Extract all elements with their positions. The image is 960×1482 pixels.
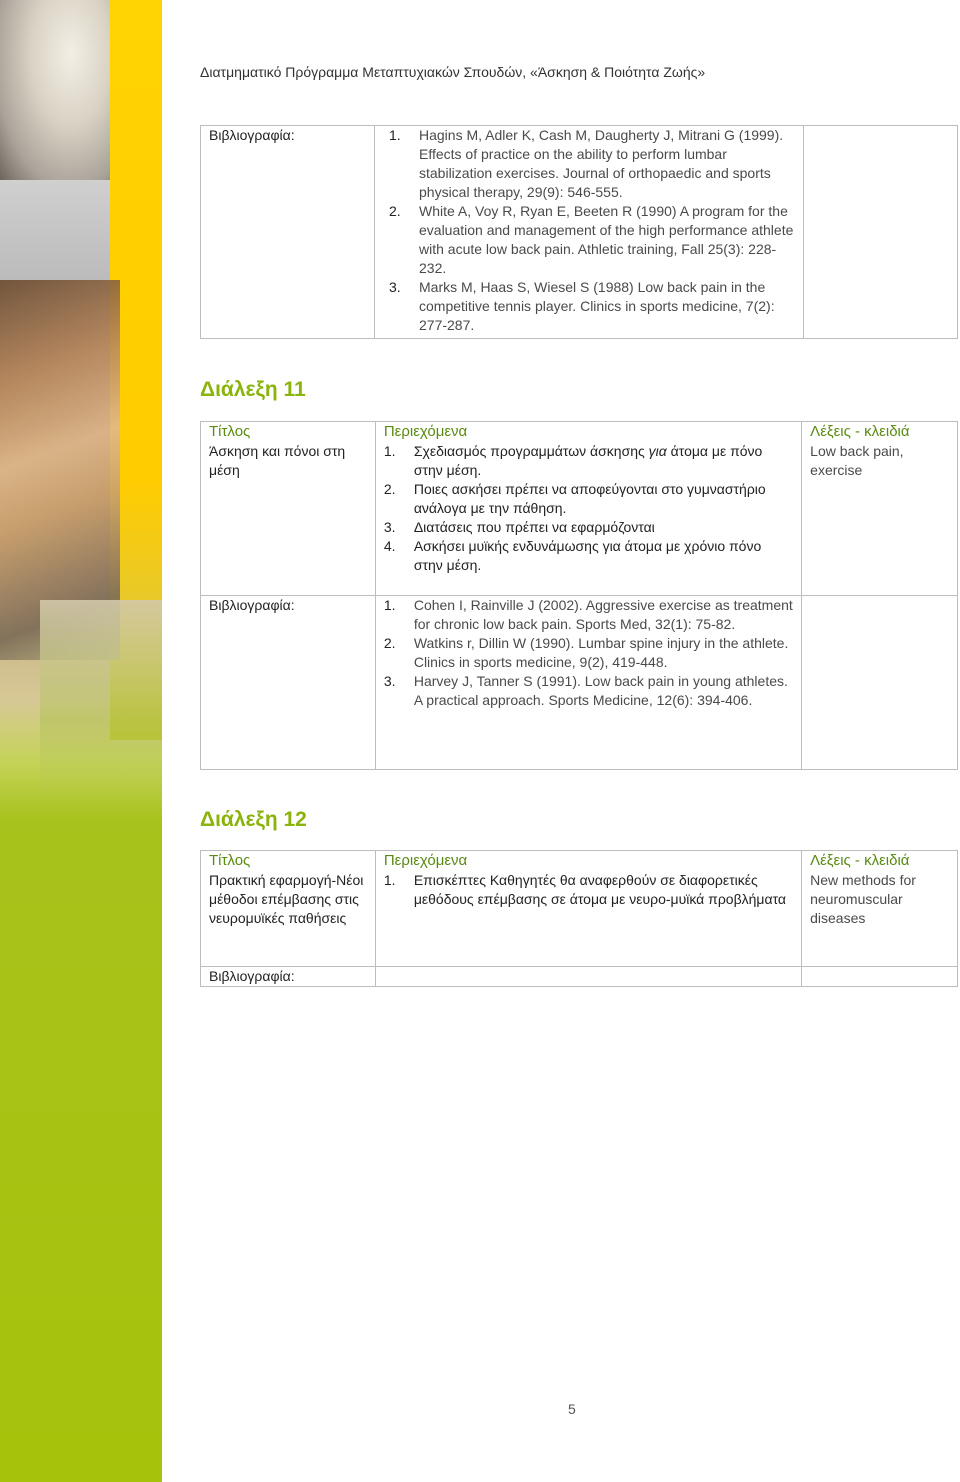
decorative-sidebar-photo	[0, 0, 162, 1482]
ref-item: 1. Cohen I, Rainville J (2002). Aggressive exercise as treatment for chronic low back pain. Sports Med, 32(1): 75-82.	[383, 597, 793, 632]
content-list	[384, 871, 793, 909]
ref-list	[389, 126, 795, 335]
page-number: 5	[568, 1401, 576, 1417]
biblio-label: Βιβλιογραφία:	[201, 967, 376, 987]
content-list	[384, 442, 793, 575]
page-header: Διατμηματικό Πρόγραμμα Μεταπτυχιακών Σπουδών, «Άσκηση & Ποιότητα Ζωής»	[200, 64, 706, 80]
biblio-refs	[375, 126, 804, 339]
content-item: 2. Ποιες ασκήσει πρέπει να αποφεύγονται στο γυμναστήριο ανάλογα με την πάθηση.	[383, 480, 766, 516]
col-keywords-header: Λέξεις - κλειδιά	[802, 851, 958, 871]
lecture-title: Πρακτική εφαρμογή-Νέοι μέθοδοι επέμβασης στις νευρομυϊκές παθήσεις	[201, 871, 376, 967]
lecture-11-heading: Διάλεξη 11	[200, 378, 306, 401]
col-content-header: Περιεχόμενα	[375, 851, 801, 871]
lecture-12-table	[200, 850, 958, 987]
ref-item: 3. Marks M, Haas S, Wiesel S (1988) Low back pain in the competitive tennis player. Clinics in sports medicine, 7(2): 277-287.	[389, 279, 775, 333]
biblio-label: Βιβλιογραφία:	[201, 126, 375, 339]
biblio-refs	[375, 596, 801, 770]
lecture-keywords: New methods for neuromuscular diseases	[802, 871, 958, 967]
col-content-header: Περιεχόμενα	[375, 422, 801, 442]
lecture-contents	[375, 871, 801, 967]
ref-item: 2. White A, Voy R, Ryan E, Beeten R (1990) A program for the evaluation and management of the high performance athlete with acute low back pain. Athletic training, Fall 25(3): 228-232.	[389, 203, 794, 276]
col-title-header: Τίτλος	[201, 851, 376, 871]
lecture-keywords: Low back pain, exercise	[802, 442, 958, 596]
content-item: 4. Ασκήσει μυϊκής ενδυνάμωσης για άτομα με χρόνιο πόνο στην μέση.	[383, 537, 762, 573]
ref-item: 2. Watkins r, Dillin W (1990). Lumbar spine injury in the athlete. Clinics in sports medicine, 9(2), 419-448.	[383, 635, 789, 670]
ref-item: 3. Harvey J, Tanner S (1991). Low back pain in young athletes. A practical approach. Sports Medicine, 12(6): 394-406.	[383, 673, 788, 708]
sidebar-photo-fade	[40, 600, 162, 800]
lecture-12-heading: Διάλεξη 12	[200, 808, 307, 831]
col-keywords-header: Λέξεις - κλειδιά	[802, 422, 958, 442]
empty-cell	[375, 967, 801, 987]
ref-item: 1. Hagins M, Adler K, Cash M, Daugherty J, Mitrani G (1999). Effects of practice on the ability to perform lumbar stabilization exercises. Journal of orthopaedic and sports physical therapy, 29(9): 546-555.	[389, 127, 784, 200]
lecture-11-table	[200, 421, 958, 770]
biblio-label: Βιβλιογραφία:	[201, 596, 376, 770]
empty-cell	[803, 126, 957, 339]
sidebar-photo-top	[0, 0, 118, 180]
lecture-title: Άσκηση και πόνοι στη μέση	[201, 442, 376, 596]
empty-cell	[802, 967, 958, 987]
content-item: 1. Επισκέπτες Καθηγητές θα αναφερθούν σε διαφορετικές μεθόδους επέμβασης σε άτομα με νευρο-μυϊκά προβλήματα	[383, 871, 787, 907]
empty-cell	[802, 596, 958, 770]
content-item: 1. Σχεδιασμός προγραμμάτων άσκησης για άτομα με πόνο στην μέση.	[383, 442, 763, 478]
ref-list	[384, 596, 793, 710]
top-biblio-table	[200, 125, 958, 339]
col-title-header: Τίτλος	[201, 422, 376, 442]
content-item: 3. Διατάσεις που πρέπει να εφαρμόζονται	[383, 518, 655, 535]
lecture-contents	[375, 442, 801, 596]
